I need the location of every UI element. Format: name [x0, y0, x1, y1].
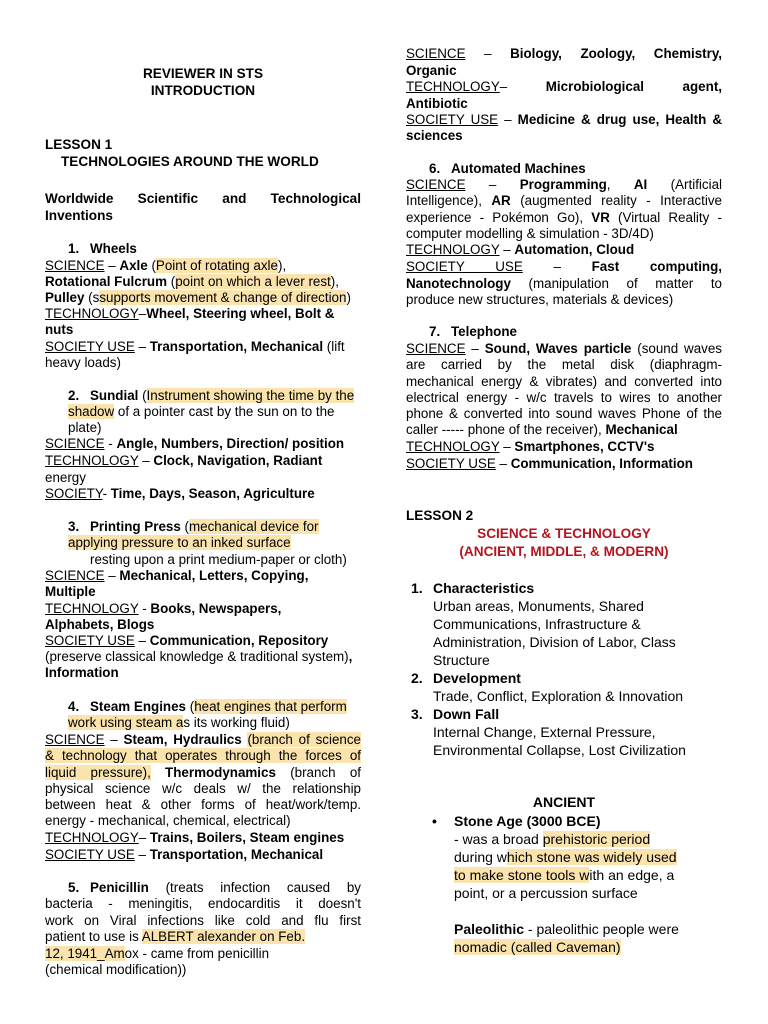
inv2-tech-extra: energy	[45, 470, 86, 485]
inv6-society-line2: Nanotechnology (manipulation of matter to	[406, 276, 722, 291]
lesson2-title-line1: SCIENCE & TECHNOLOGY	[477, 526, 651, 541]
inv7-line5: phone & converted into sound waves Phone of the	[406, 406, 722, 421]
inv5-tech-line2: Antibiotic	[406, 96, 468, 111]
inv5-line4: patient to use is ALBERT alexander on Feb.	[45, 929, 306, 944]
doc-title-line2: INTRODUCTION	[150, 83, 256, 98]
lesson2-label: LESSON 2	[406, 508, 474, 523]
inv6-society-line3: produce new structures, materials & devices)	[406, 292, 674, 307]
inv7-line6: caller ----- phone of the receiver), Mechanical	[406, 422, 678, 437]
inv6-science-line4: computer modelling & simulation - 3D/4D)	[406, 226, 654, 241]
inv5-line1: 5. Penicillin (treats infection caused by	[68, 880, 361, 895]
inv3-heading: 3. Printing Press (mechanical device for applying pressure to an inked surface	[68, 519, 319, 550]
lesson1-title: TECHNOLOGIES AROUND THE WORLD	[61, 154, 319, 169]
lesson2-list	[411, 579, 721, 759]
inv1-fulcrum-line: Rotational Fulcrum (point on which a lever rest),	[45, 274, 339, 289]
inv2-heading: 2. Sundial (Instrument showing the time by the shadow of a pointer cast by the sun on to the plate)	[68, 388, 355, 435]
inv7-science-line1: SCIENCE – Sound, Waves particle (sound waves	[406, 341, 722, 356]
inv5-line3: work on Viral infections like cold and flu first	[45, 913, 361, 928]
lesson2-title-line2: (ANCIENT, MIDDLE, & MODERN)	[459, 544, 669, 559]
bullet-icon: •	[432, 813, 437, 829]
lesson2-item-downfall: 3. Down Fall Internal Change, External Pressure, Environmental Collapse, Lost Civilization	[411, 706, 686, 758]
inv5-line5: 12, 1941_Amox - came from penicillin	[45, 946, 270, 961]
inv5-science-line2: Organic	[406, 63, 457, 78]
inv4-science-block: SCIENCE – Steam, Hydraulics (branch of science & technology that operates through the forces of liquid pressure), Thermodynamics (branch of physical science w/c deals w/ the relationship between heat & other forms of heat/work/temp. energy - mechanical, chemical, electrical)	[45, 732, 361, 829]
doc-title-line1: REVIEWER IN STS	[142, 66, 264, 81]
inv5-line6: (chemical modification))	[45, 962, 187, 977]
inv7-line2: are carried by the metal disk (diaphragm-	[406, 357, 722, 372]
lesson2-item-characteristics: 1. Characteristics Urban areas, Monuments, Shared Communications, Infrastructure & Administration, Division of Labor, Class Structure	[411, 580, 676, 668]
inv7-society-line: SOCIETY USE – Communication, Information	[406, 456, 693, 471]
inv2-tech-line: TECHNOLOGY – Clock, Navigation, Radiant	[45, 453, 323, 468]
inv1-society-line: SOCIETY USE – Transportation, Mechanical (lift heavy loads)	[45, 339, 345, 370]
inv5-science-line: SCIENCE – Biology, Zoology, Chemistry,	[406, 46, 722, 61]
inv1-heading: 1. Wheels	[68, 241, 137, 256]
lesson1-subheading: Worldwide Scientific and Technological Inventions	[45, 191, 361, 223]
inv2-society-line: SOCIETY- Time, Days, Season, Agriculture	[45, 486, 315, 501]
inv1-tech-line: TECHNOLOGY–Wheel, Steering wheel, Bolt & nuts	[45, 306, 335, 337]
inv3-desc-rest: resting upon a print medium-paper or cloth)	[90, 552, 347, 567]
inv2-science-line: SCIENCE - Angle, Numbers, Direction/ position	[45, 436, 345, 451]
inv5-society-line: SOCIETY USE – Medicine & drug use, Health &	[406, 112, 722, 127]
lesson1-label: LESSON 1	[45, 137, 113, 152]
inv6-society-line: SOCIETY USE – Fast computing,	[406, 259, 723, 274]
lesson2-item-development: 2. Development Trade, Conflict, Exploration & Innovation	[411, 670, 684, 704]
inv1-science-line: SCIENCE – Axle (Point of rotating axle),	[45, 258, 287, 273]
inv4-society-line: SOCIETY USE – Transportation, Mechanical	[45, 847, 324, 862]
inv5-tech-line: TECHNOLOGY– Microbiological agent,	[406, 79, 722, 94]
inv6-heading: 6. Automated Machines	[429, 161, 586, 176]
inv7-line3: mechanical energy & vibrates) and converted into	[406, 374, 722, 389]
inv6-science-line2: Intelligence), AR (augmented reality - Interactive	[406, 193, 722, 208]
inv4-heading: 4. Steam Engines (heat engines that perform work using steam as its working fluid)	[68, 699, 347, 730]
inv6-science-line3: experience - Pokémon Go), VR (Virtual Reality -	[406, 210, 722, 225]
inv1-pulley-line: Pulley (ssupports movement & change of direction)	[45, 290, 351, 305]
inv4-tech-line: TECHNOLOGY– Trains, Boilers, Steam engines	[45, 830, 345, 845]
inv6-science-line1: SCIENCE – Programming, AI (Artificial	[406, 177, 722, 192]
ancient-heading: ANCIENT	[532, 794, 596, 810]
inv3-science-line: SCIENCE – Mechanical, Letters, Copying, Multiple	[45, 568, 309, 599]
stone-age-block: • Stone Age (3000 BCE) - was a broad prehistoric period during which stone was widely used to make stone tools with an edge, a point, or a percussion surface Paleolithic - paleolithic people were nomadic (called Caveman)	[432, 813, 679, 955]
inv5-society-line2: sciences	[406, 128, 463, 143]
inv5-line2: bacteria - meningitis, endocarditis it doesn't	[45, 896, 361, 911]
inv6-tech-line: TECHNOLOGY – Automation, Cloud	[406, 242, 635, 257]
inv7-tech-line: TECHNOLOGY – Smartphones, CCTV's	[406, 439, 655, 454]
inv3-tech-line: TECHNOLOGY - Books, Newspapers, Alphabets, Blogs	[45, 601, 282, 632]
inv7-heading: 7. Telephone	[429, 324, 517, 339]
inv3-society-line: SOCIETY USE – Communication, Repository (preserve classical knowledge & traditional system), Information	[45, 633, 353, 680]
inv7-line4: electrical energy - w/c travels to wires to another	[406, 390, 722, 405]
